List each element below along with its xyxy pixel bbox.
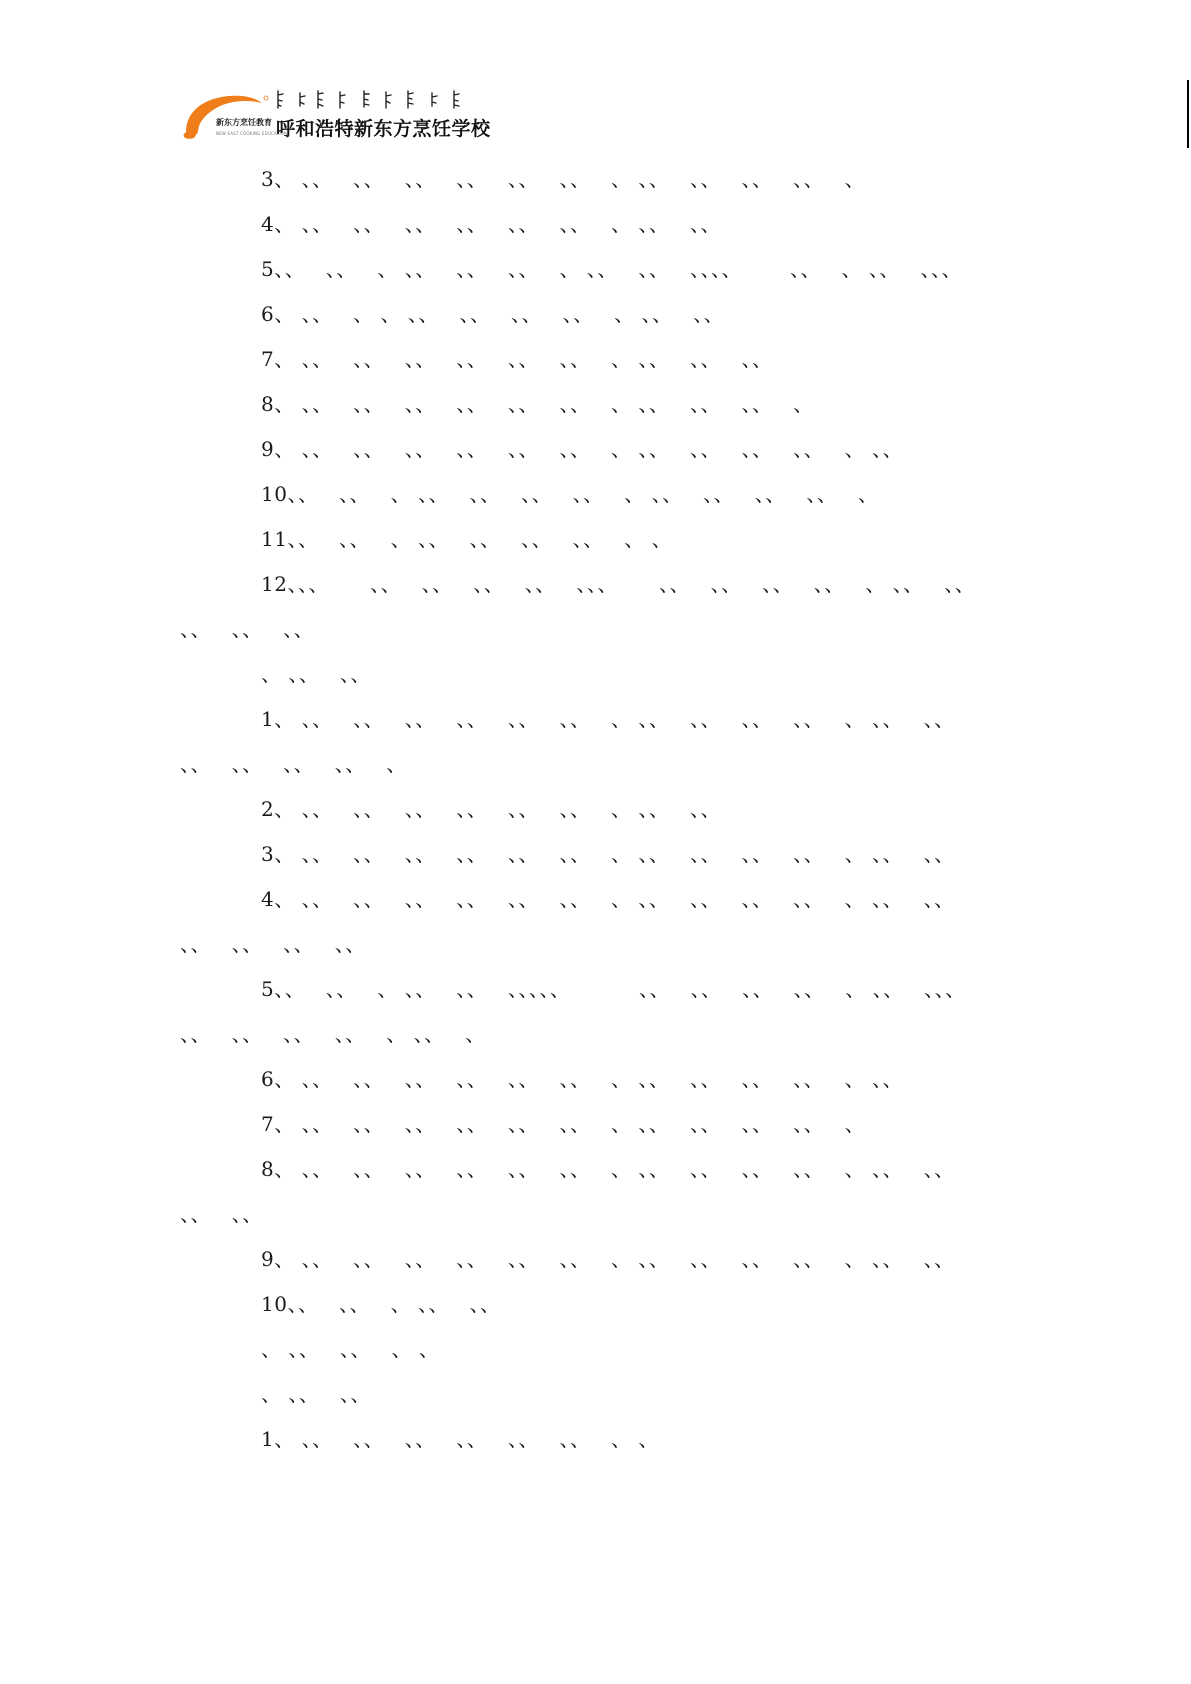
text-line: 、 、、 、、 — [261, 1382, 371, 1406]
text-line: 9、 、、 、、 、、 、、 、、 、、 、 、、 、、 、、 、、 、 、、 — [261, 437, 904, 461]
mongolian-script-icon — [274, 88, 488, 112]
text-line: 1、 、、 、、 、、 、、 、、 、、 、 、、 、、 、、 、、 、 、、 、、 — [261, 707, 955, 731]
text-line: 、、 、、 — [180, 1202, 263, 1226]
text-line: 4、 、、 、、 、、 、、 、、 、、 、 、、 、、 — [261, 212, 721, 236]
text-line: 、、 、、 、、 、、 — [180, 932, 366, 956]
text-line: 6、 、、 、 、 、、 、、 、、 、、 、 、、 、、 — [261, 302, 725, 326]
text-line: 、、 、、 、、 、、 、 — [180, 752, 407, 776]
text-line: 10、、 、、 、 、、 、、 — [261, 1292, 501, 1316]
text-line: 3、 、、 、、 、、 、、 、、 、、 、 、、 、、 、、 、、 、 、、 、、 — [261, 842, 955, 866]
page-edge-mark — [1187, 80, 1189, 148]
text-line: 5、、 、、 、 、、 、、 、、、、、 、、 、、 、、 、、 、 、、 、、、 — [261, 977, 966, 1001]
school-name: 呼和浩特新东方烹饪学校 — [276, 118, 491, 140]
text-line: 4、 、、 、、 、、 、、 、、 、、 、 、、 、、 、、 、、 、 、、 、、 — [261, 887, 955, 911]
text-line: 9、 、、 、、 、、 、、 、、 、、 、 、、 、、 、、 、、 、 、、 、、 — [261, 1247, 955, 1271]
text-line: 、 、、 、、 — [261, 662, 371, 686]
text-line: 2、 、、 、、 、、 、、 、、 、、 、 、、 、、 — [261, 797, 721, 821]
logo-tiny-text: NEW EAST COOKING EDUCATION — [216, 131, 288, 136]
text-line: 3、 、、 、、 、、 、、 、、 、、 、 、、 、、 、、 、、 、 — [261, 167, 866, 191]
text-line: 11、、 、、 、 、、 、、 、、 、、 、 、 — [261, 527, 673, 551]
text-line: 5、、 、、 、 、、 、、 、、 、 、、 、、 、、、、 、、 、 、、 、、、 — [261, 257, 962, 281]
text-line: 12、、、 、、 、、 、、 、、 、、、 、、 、、 、、 、、 、 、、 、、 — [261, 572, 976, 596]
text-line: 、、 、、 、、 、、 、 、、 、 — [180, 1022, 486, 1046]
text-line: 8、 、、 、、 、、 、、 、、 、、 、 、、 、、 、、 、 — [261, 392, 814, 416]
text-line: 7、 、、 、、 、、 、、 、、 、、 、 、、 、、 、、 、、 、 — [261, 1112, 866, 1136]
text-line: 、、 、、 、、 — [180, 617, 315, 641]
text-line: 、 、、 、、 、 、 — [261, 1337, 440, 1361]
school-header — [180, 88, 500, 146]
text-line: 8、 、、 、、 、、 、、 、、 、、 、 、、 、、 、、 、、 、 、、 、、 — [261, 1157, 955, 1181]
text-line: 6、 、、 、、 、、 、、 、、 、、 、 、、 、、 、、 、、 、 、、 — [261, 1067, 904, 1091]
text-line: 10、、 、、 、 、、 、、 、、 、、 、 、、 、、 、、 、、 、 — [261, 482, 879, 506]
text-line: 1、 、、 、、 、、 、、 、、 、、 、 、 — [261, 1427, 659, 1451]
logo-small-text: 新东方烹饪教育 — [216, 118, 272, 127]
text-line: 7、 、、 、、 、、 、、 、、 、、 、 、、 、、 、、 — [261, 347, 773, 371]
